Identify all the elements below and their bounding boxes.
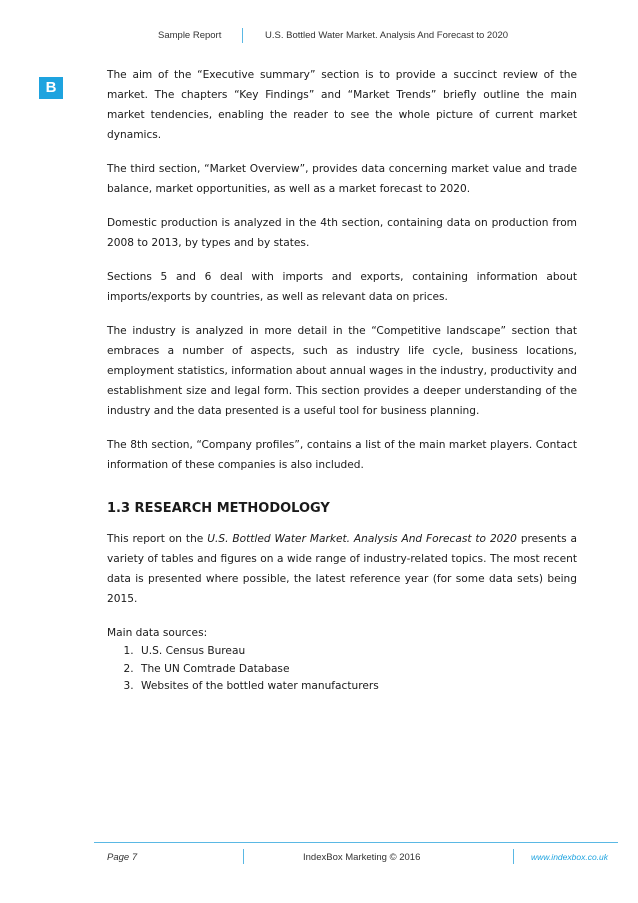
paragraph-domestic-production: Domestic production is analyzed in the 4th section, containing data on production from 2008 to 2013, by types and by states. bbox=[107, 217, 577, 249]
header-separator bbox=[242, 28, 243, 43]
paragraph-market-overview: The third section, “Market Overview”, provides data concerning market value and trade balance, market opportunities, as well as a market forecast to 2020. bbox=[107, 163, 577, 195]
sources-list bbox=[107, 643, 577, 696]
page-header bbox=[0, 28, 638, 48]
page-number: Page 7 bbox=[107, 852, 138, 863]
indexbox-logo: B bbox=[39, 77, 63, 99]
intro-text-after: presents a variety of tables and figures on a wide range of industry-related topics. The most recent data is presented where possible, the latest reference year (for some data sets) being 2015. bbox=[107, 533, 578, 605]
list-item: 2. The UN Comtrade Database bbox=[137, 661, 577, 679]
sources-label: Main data sources: bbox=[107, 627, 208, 639]
footer-divider bbox=[94, 842, 618, 843]
header-report-title: U.S. Bottled Water Market. Analysis And Forecast to 2020 bbox=[265, 30, 509, 41]
header-report-type: Sample Report bbox=[158, 30, 222, 41]
paragraph-competitive-landscape: The industry is analyzed in more detail in the “Competitive landscape” section that embraces a number of aspects, such as industry life cycle, business locations, employment statistics, information about annual wages in the industry, productivity and establishment size and legal form. This section provides a deeper understanding of the industry and the data presented is a useful tool for business planning. bbox=[107, 325, 577, 417]
footer-website-link[interactable]: www.indexbox.co.uk bbox=[531, 852, 609, 862]
methodology-intro bbox=[107, 529, 577, 609]
list-item: 3. Websites of the bottled water manufacturers bbox=[137, 678, 577, 696]
section-heading: 1.3 RESEARCH METHODOLOGY bbox=[107, 501, 330, 516]
list-item: 1. U.S. Census Bureau bbox=[137, 643, 577, 661]
page-footer bbox=[0, 849, 638, 869]
page-content bbox=[107, 65, 577, 696]
footer-copyright: IndexBox Marketing © 2016 bbox=[303, 852, 421, 863]
intro-report-title: U.S. Bottled Water Market. Analysis And Forecast to 2020 bbox=[207, 533, 517, 545]
paragraph-company-profiles: The 8th section, “Company profiles”, contains a list of the main market players. Contact information of these companies is also included. bbox=[107, 439, 577, 471]
footer-separator bbox=[243, 849, 244, 864]
paragraph-imports-exports: Sections 5 and 6 deal with imports and exports, containing information about imports/exports by countries, as well as relevant data on prices. bbox=[107, 271, 577, 303]
footer-separator bbox=[513, 849, 514, 864]
paragraph-executive-summary: The aim of the “Executive summary” section is to provide a succinct review of the market. The chapters “Key Findings” and “Market Trends” briefly outline the main market tendencies, enabling the reader to see the whole picture of current market dynamics. bbox=[107, 69, 577, 141]
intro-text-before: This report on the bbox=[107, 533, 208, 545]
